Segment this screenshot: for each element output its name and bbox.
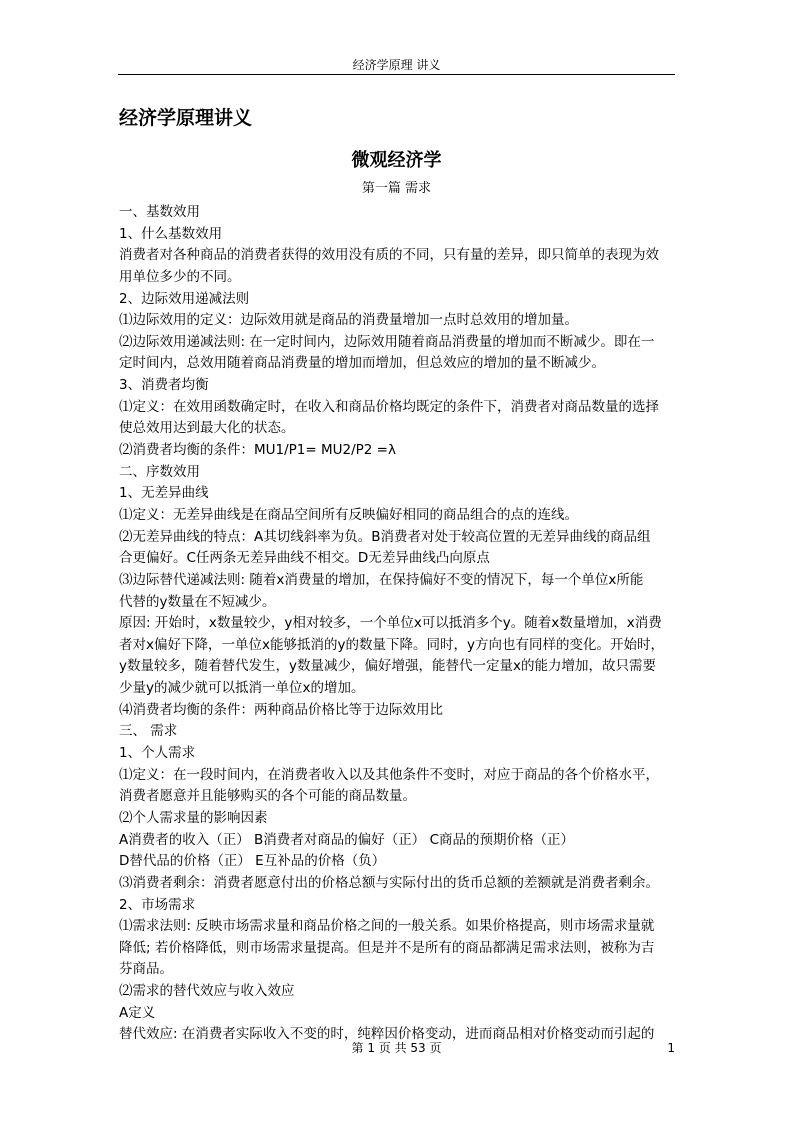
text-line: ⑶消费者剩余：消费者愿意付出的价格总额与实际付出的货币总额的差额就是消费者剩余。	[119, 874, 659, 891]
text-line: ⑵边际效用递减法则: 在一定时间内，边际效用随着商品消费量的增加而不断减少。即在一	[119, 333, 655, 350]
text-line: 1、什么基数效用	[119, 225, 223, 242]
text-line: 者对x偏好下降，一单位x能够抵消的y的数量下降。同时，y方向也有同样的变化。开始时，	[119, 636, 664, 653]
section-title: 微观经济学	[351, 150, 442, 171]
text-line: 使总效用达到最大化的状态。	[119, 420, 295, 437]
text-line: y数量较多，随着替代发生，y数量减少，偏好增强，能替代一定量x的能力增加，故只需要	[119, 658, 656, 675]
text-line: A消费者的收入（正） B消费者对商品的偏好（正） C商品的预期价格（正）	[119, 831, 575, 848]
text-line: ⑴定义：无差异曲线是在商品空间所有反映偏好相同的商品组合的点的连线。	[119, 506, 578, 523]
text-line: ⑵无差异曲线的特点：A其切线斜率为负。B消费者对处于较高位置的无差异曲线的商品组	[119, 528, 651, 545]
text-line: ⑵个人需求量的影响因素	[119, 809, 268, 826]
text-line: 少量y的减少就可以抵消一单位x的增加。	[119, 680, 365, 697]
body-text	[119, 202, 679, 1046]
text-line: 芬商品。	[119, 961, 173, 978]
text-line: 三、 需求	[119, 723, 178, 740]
text-line: 用单位多少的不同。	[119, 268, 241, 285]
text-line: 消费者对各种商品的消费者获得的效用没有质的不同，只有量的差异，即只简单的表现为效	[119, 247, 659, 264]
document-title: 经济学原理讲义	[119, 107, 253, 129]
text-line: 1、个人需求	[119, 745, 196, 762]
text-line: 二、序数效用	[119, 463, 200, 480]
page-number: 1	[667, 1041, 675, 1055]
text-line: ⑷消费者均衡的条件：两种商品价格比等于边际效用比	[119, 701, 443, 718]
text-line: 定时间内，总效用随着商品消费量的增加而增加，但总效应的增加的量不断减少。	[119, 355, 605, 372]
text-line: A定义	[119, 1004, 156, 1021]
text-line: 原因: 开始时，x数量较少，y相对较多，一个单位x可以抵消多个y。随着x数量增加，x消费	[119, 615, 662, 632]
page-header: 经济学原理 讲义	[118, 57, 675, 75]
text-line: 2、市场需求	[119, 896, 196, 913]
text-line: ⑶边际替代递减法则: 随着x消费量的增加，在保持偏好不变的情况下，每一个单位x所能	[119, 571, 644, 588]
text-line: ⑴定义：在效用函数确定时，在收入和商品价格均既定的条件下，消费者对商品数量的选择	[119, 398, 659, 415]
chapter-heading: 第一篇 需求	[361, 181, 432, 196]
text-line: ⑵消费者均衡的条件：MU1/P1= MU2/P2 =λ	[119, 442, 396, 459]
page-footer: 第 1 页 共 53 页	[351, 1041, 442, 1055]
text-line: ⑴边际效用的定义：边际效用就是商品的消费量增加一点时总效用的增加量。	[119, 312, 578, 329]
text-line: 2、边际效用递减法则	[119, 290, 250, 307]
text-line: ⑵需求的替代效应与收入效应	[119, 983, 295, 1000]
text-line: ⑴定义：在一段时间内，在消费者收入以及其他条件不变时，对应于商品的各个价格水平，	[119, 766, 659, 783]
text-line: 消费者愿意并且能够购买的各个可能的商品数量。	[119, 788, 416, 805]
text-line: 3、消费者均衡	[119, 377, 209, 394]
text-line: 替代效应: 在消费者实际收入不变的时，纯粹因价格变动，进而商品相对价格变动而引起的	[119, 1026, 655, 1043]
text-line: 一、基数效用	[119, 204, 200, 220]
text-line: ⑴需求法则: 反映市场需求量和商品价格之间的一般关系。如果价格提高，则市场需求量就	[119, 918, 655, 935]
text-line: 降低; 若价格降低，则市场需求量提高。但是并不是所有的商品都满足需求法则，被称为吉	[119, 939, 655, 956]
text-line: D替代品的价格（正） E互补品的价格（负）	[119, 853, 386, 870]
text-line: 代替的y数量在不短减少。	[119, 593, 276, 610]
text-line: 合更偏好。C任两条无差异曲线不相交。D无差异曲线凸向原点	[119, 550, 490, 567]
text-line: 1、无差异曲线	[119, 485, 209, 502]
